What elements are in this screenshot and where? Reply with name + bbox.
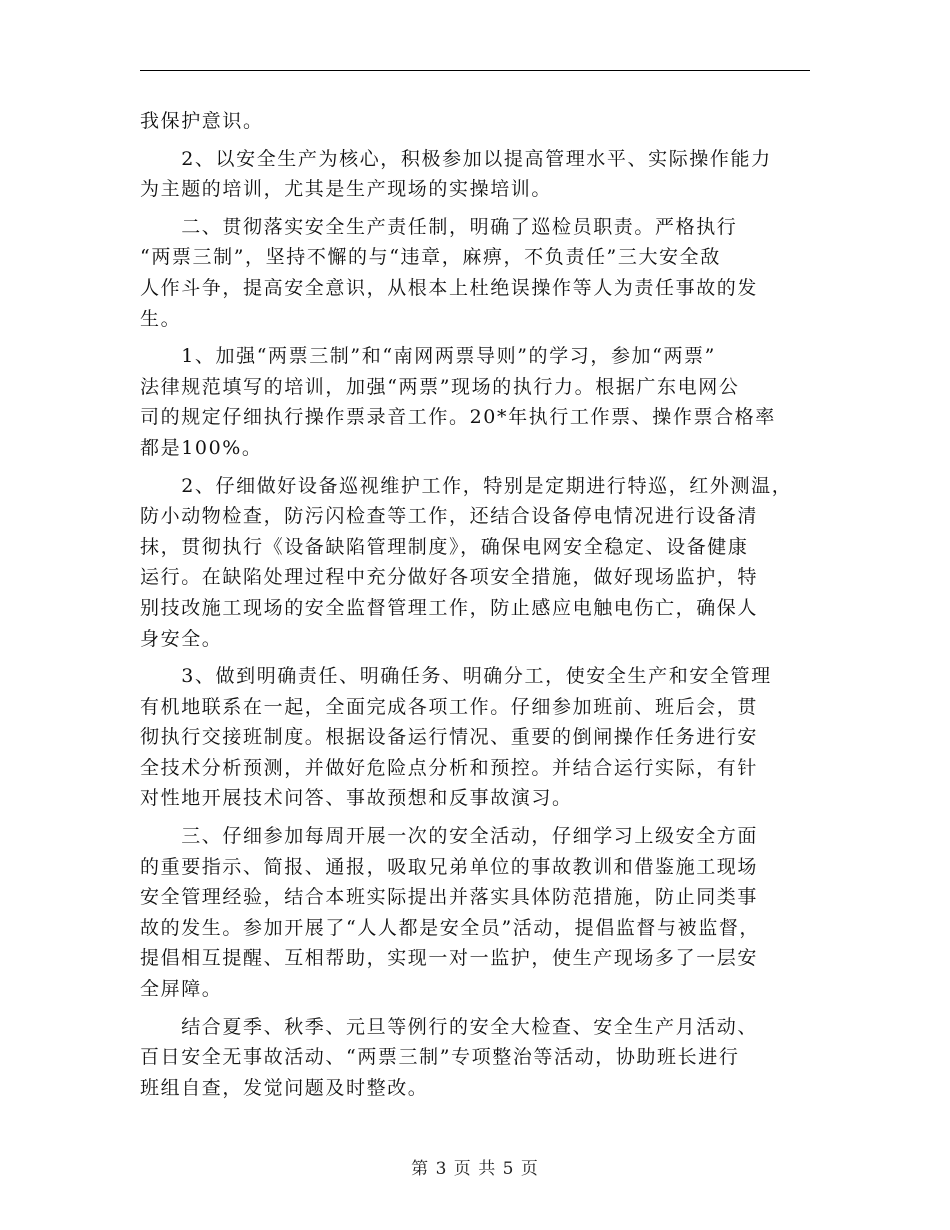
text-line: 都是100%。 bbox=[140, 436, 263, 459]
text-line: 法律规范填写的培训，加强“两票”现场的执行力。根据广东电网公 bbox=[140, 375, 740, 398]
paragraph bbox=[140, 106, 820, 137]
page-footer: 第 3 页 共 5 页 bbox=[411, 1159, 539, 1179]
text-line: 生。 bbox=[140, 307, 182, 330]
text-line: 班组自查，发觉问题及时整改。 bbox=[140, 1076, 429, 1099]
text-line: 全技术分析预测，并做好危险点分析和预控。并结合运行实际，有针 bbox=[140, 756, 759, 779]
paragraph bbox=[140, 471, 820, 655]
text-line: 安全管理经验，结合本班实际提出并落实具体防范措施，防止同类事 bbox=[140, 886, 759, 909]
text-line: “两票三制”，坚持不懈的与“违章，麻痹，不负责任”三大安全敌 bbox=[140, 246, 721, 269]
header-rule bbox=[140, 70, 810, 71]
text-line: 运行。在缺陷处理过程中充分做好各项安全措施，做好现场监护，特 bbox=[140, 566, 759, 589]
text-line: 抹，贯彻执行《设备缺陷管理制度》，确保电网安全稳定、设备健康 bbox=[140, 535, 749, 558]
paragraph bbox=[140, 144, 820, 205]
text-line: 有机地联系在一起，全面完成各项工作。仔细参加班前、班后会，贯 bbox=[140, 695, 759, 718]
text-line: 3、做到明确责任、明确任务、明确分工，使安全生产和安全管理 bbox=[140, 665, 772, 688]
text-line: 结合夏季、秋季、元旦等例行的安全大检查、安全生产月活动、 bbox=[140, 1015, 759, 1038]
paragraph-gap bbox=[140, 1005, 820, 1012]
paragraph-gap bbox=[140, 464, 820, 471]
text-line: 彻执行交接班制度。根据设备运行情况、重要的倒闸操作任务进行安 bbox=[140, 726, 759, 749]
document-body bbox=[140, 106, 820, 1103]
text-line: 司的规定仔细执行操作票录音工作。20*年执行工作票、操作票合格率 bbox=[140, 406, 776, 429]
text-line: 2、以安全生产为核心，积极参加以提高管理水平、实际操作能力 bbox=[140, 147, 772, 170]
text-line: 为主题的培训，尤其是生产现场的实操培训。 bbox=[140, 178, 553, 201]
text-line: 百日安全无事故活动、“两票三制”专项整治等活动，协助班长进行 bbox=[140, 1046, 740, 1069]
text-line: 我保护意识。 bbox=[140, 110, 264, 132]
text-line: 防小动物检查，防污闪检查等工作，还结合设备停电情况进行设备清 bbox=[140, 505, 759, 528]
text-line: 二、贯彻落实安全生产责任制，明确了巡检员职责。严格执行 bbox=[140, 215, 738, 238]
text-line: 别技改施工现场的安全监督管理工作，防止感应电触电伤亡，确保人 bbox=[140, 596, 759, 619]
paragraph-gap bbox=[140, 334, 820, 341]
paragraph bbox=[140, 212, 820, 334]
text-line: 提倡相互提醒、互相帮助，实现一对一监护，使生产现场多了一层安 bbox=[140, 947, 759, 970]
paragraph bbox=[140, 821, 820, 1005]
paragraph bbox=[140, 661, 820, 814]
paragraph-gap bbox=[140, 205, 820, 212]
text-line: 对性地开展技术问答、事故预想和反事故演习。 bbox=[140, 787, 573, 810]
text-line: 1、加强“两票三制”和“南网两票导则”的学习，参加“两票” bbox=[140, 345, 716, 368]
paragraph-gap bbox=[140, 654, 820, 661]
paragraph-gap bbox=[140, 137, 820, 144]
paragraph bbox=[140, 1012, 820, 1104]
text-line: 故的发生。参加开展了“人人都是安全员”活动，提倡监督与被监督， bbox=[140, 916, 761, 939]
text-line: 人作斗争，提高安全意识，从根本上杜绝误操作等人为责任事故的发 bbox=[140, 276, 759, 299]
text-line: 的重要指示、简报、通报，吸取兄弟单位的事故教训和借鉴施工现场 bbox=[140, 855, 759, 878]
text-line: 身安全。 bbox=[140, 627, 223, 650]
text-line: 三、仔细参加每周开展一次的安全活动，仔细学习上级安全方面 bbox=[140, 825, 759, 848]
paragraph-gap bbox=[140, 814, 820, 821]
paragraph bbox=[140, 341, 820, 463]
text-line: 全屏障。 bbox=[140, 978, 223, 1001]
text-line: 2、仔细做好设备巡视维护工作，特别是定期进行特巡，红外测温， bbox=[140, 474, 793, 497]
